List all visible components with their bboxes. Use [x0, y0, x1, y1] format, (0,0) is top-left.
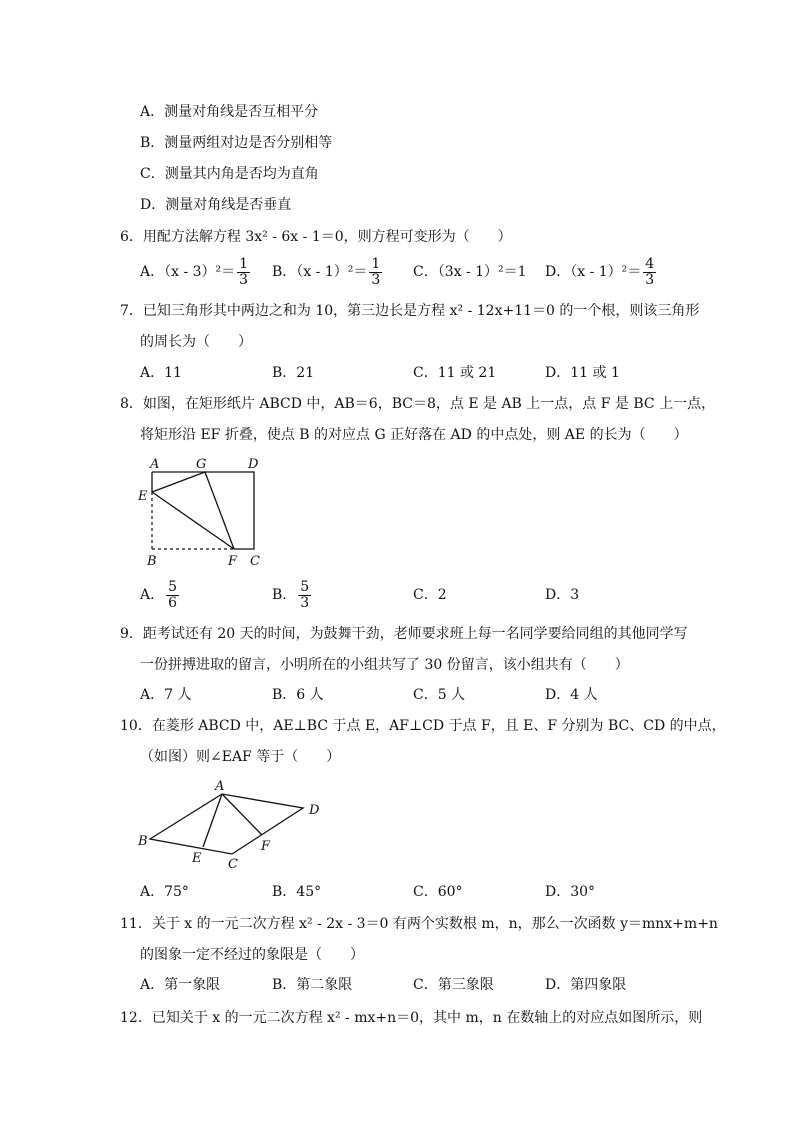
q6-options: [140, 255, 700, 289]
q9-option-c: C．5 人: [413, 687, 466, 703]
q6-option-c: C．（3x - 1）²＝1: [413, 264, 527, 280]
q8-line-gf: [205, 472, 234, 549]
q8-label-c: C: [250, 554, 260, 569]
q8-label-g: G: [196, 457, 207, 472]
q5-option-d: D．测量对角线是否垂直: [140, 197, 292, 213]
fraction: $\frac{1}{3}$: [371, 255, 381, 288]
q8-line-ef: [152, 492, 234, 549]
q10-line-ae: [203, 794, 222, 847]
q10-line-af: [222, 794, 262, 835]
fraction: $\frac{5}{3}$: [300, 578, 310, 611]
q10-option-b: B．45°: [272, 884, 322, 900]
q11-option-c: C．第三象限: [413, 977, 494, 993]
q5-option-a: A．测量对角线是否互相平分: [140, 104, 319, 120]
q11-option-d: D．第四象限: [545, 977, 627, 993]
q10-stem-line1: 10．在菱形 ABCD 中，AE⊥BC 于点 E，AF⊥CD 于点 F，且 E、F 分别为 BC、CD 的中点，: [120, 718, 726, 734]
fraction: $\frac{5}{6}$: [168, 578, 178, 611]
q8-line-eg: [152, 472, 205, 492]
q7-option-a: A．11: [140, 365, 182, 381]
q9-stem-line2: 一份拼搏进取的留言，小明所在的小组共写了 30 份留言，该小组共有（ ）: [140, 657, 629, 673]
q10-rhombus-abcd: [150, 794, 303, 854]
q10-label-f: F: [261, 839, 271, 854]
q7-option-b: B．21: [272, 365, 315, 381]
q9-option-d: D．4 人: [545, 687, 598, 703]
q8-label-f: F: [228, 554, 238, 569]
q8-stem-line2: 将矩形沿 EF 折叠，使点 B 的对应点 G 正好落在 AD 的中点处，则 AE 的长为（ ）: [140, 427, 688, 443]
q8-option-a: A． $\frac{5}{6}$: [140, 578, 178, 611]
q10-label-e: E: [192, 851, 202, 866]
q6-option-d: D．（x - 1）²＝ $\frac{4}{3}$: [545, 255, 655, 288]
fraction: $\frac{1}{3}$: [239, 255, 249, 288]
q10-label-b: B: [138, 834, 148, 849]
q10-label-c: C: [228, 857, 238, 872]
q9-options: [140, 678, 700, 712]
q11-option-a: A．第一象限: [140, 977, 221, 993]
q8-option-d: D．3: [545, 587, 580, 603]
q9-stem-line1: 9．距考试还有 20 天的时间，为鼓舞干劲，老师要求班上每一名同学要给同组的其他同学写: [120, 626, 688, 642]
q6-option-b: B．（x - 1）²＝ $\frac{1}{3}$: [272, 255, 381, 288]
q11-options: [140, 968, 700, 1002]
q8-label-b: B: [147, 554, 157, 569]
q11-stem-line1: 11．关于 x 的一元二次方程 x² - 2x - 3＝0 有两个实数根 m，n，那么一次函数 y＝mnx+m+n: [120, 916, 718, 932]
q8-option-c: C．2: [413, 587, 447, 603]
q12-stem-line1: 12．已知关于 x 的一元二次方程 x² - mx+n＝0，其中 m，n 在数轴上的对应点如图所示，则: [120, 1010, 703, 1026]
fraction: $\frac{4}{3}$: [645, 255, 655, 288]
q5-option-c: C．测量其内角是否均为直角: [140, 166, 319, 182]
q6-option-a: A．（x - 3）²＝ $\frac{1}{3}$: [140, 255, 249, 288]
q10-label-a: A: [215, 779, 225, 794]
q9-option-b: B．6 人: [272, 687, 324, 703]
q10-options: [140, 875, 700, 909]
q7-option-c: C．11 或 21: [413, 365, 497, 381]
q8-label-e: E: [138, 489, 148, 504]
q11-option-b: B．第二象限: [272, 977, 353, 993]
q6-stem: 6．用配方法解方程 3x² - 6x - 1＝0，则方程可变形为（ ）: [120, 229, 512, 245]
q8-label-d: D: [248, 457, 259, 472]
q10-label-d: D: [309, 803, 320, 818]
q7-options: [140, 356, 700, 390]
q10-stem-line2: （如图）则∠EAF 等于（ ）: [140, 749, 341, 765]
q8-label-a: A: [150, 457, 160, 472]
q8-stem-line1: 8．如图，在矩形纸片 ABCD 中，AB＝6，BC＝8，点 E 是 AB 上一点，点 F 是 BC 上一点，: [120, 396, 716, 412]
q7-option-d: D．11 或 1: [545, 365, 620, 381]
q8-rect-top-right-side: [152, 472, 254, 549]
q8-options: [140, 578, 700, 612]
q11-stem-line2: 的图象一定不经过的象限是（ ）: [140, 947, 364, 963]
q9-option-a: A．7 人: [140, 687, 192, 703]
q7-stem-line1: 7．已知三角形其中两边之和为 10，第三边长是方程 x² - 12x+11＝0 的一个根，则该三角形: [120, 303, 700, 319]
q8-option-b: B． $\frac{5}{3}$: [272, 578, 310, 611]
q7-stem-line2: 的周长为（ ）: [140, 334, 252, 350]
q5-option-b: B．测量两组对边是否分别相等: [140, 135, 333, 151]
q10-option-a: A．75°: [140, 884, 189, 900]
q10-option-c: C．60°: [413, 884, 463, 900]
q10-option-d: D．30°: [545, 884, 596, 900]
